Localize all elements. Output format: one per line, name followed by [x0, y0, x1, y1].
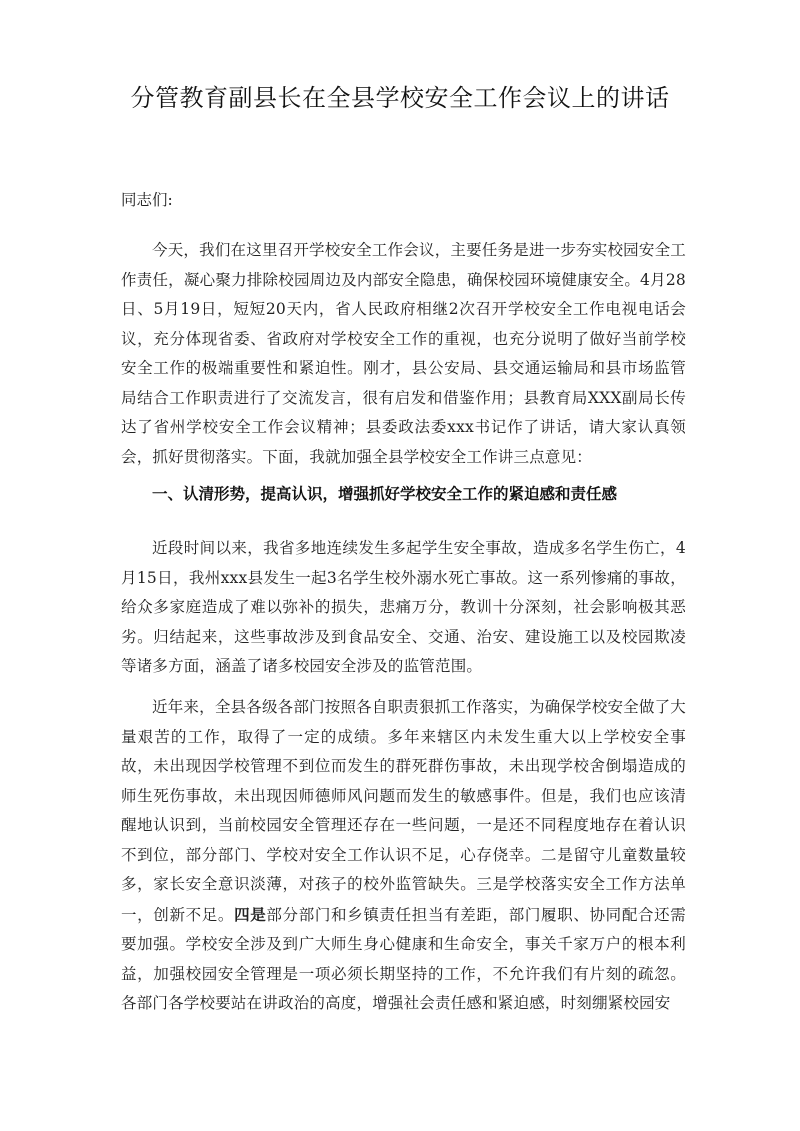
paragraph-intro: 今天，我们在这里召开学校安全工作会议，主要任务是进一步夯实校园安全工作责任，凝心聚力排除校园周边及内部安全隐患，确保校园环境健康安全。4月28日、5月19日，短短20天内，省人民政府相继2次召开学校安全工作电视电话会议，充分体现省委、省政府对学校安全工作的重视，也充分说明了做好当前学校安全工作的极端重要性和紧迫性。刚才，县公安局、县交通运输局和县市场监管局结合工作职责进行了交流发言，很有启发和借鉴作用；县教育局XXX副局长传达了省州学校安全工作会议精神；县委政法委xxx书记作了讲话，请大家认真领会，抓好贯彻落实。下面，我就加强全县学校安全工作讲三点意见： — [121, 241, 686, 466]
paragraph-achievements-problems — [121, 693, 686, 1019]
salutation: 同志们: — [121, 191, 173, 209]
document-title: 分管教育副县长在全县学校安全工作会议上的讲话 — [130, 84, 670, 112]
paragraph-text-part-2: 部分部门和乡镇责任担当有差距，部门履职、协同配合还需要加强。学校安全涉及到广大师生身心健康和生命安全，事关千家万户的根本利益，加强校园安全管理是一项必须长期坚持的工作，不允许我们有片刻的疏忽。各部门各学校要站在讲政治的高度，增强社会责任感和紧迫感，时刻绷紧校园安 — [121, 905, 686, 1012]
paragraph-bold-marker: 四是 — [234, 904, 267, 924]
section-heading-1: 一、认清形势，提高认识，增强抓好学校安全工作的紧迫感和责任感 — [152, 484, 618, 503]
paragraph-recent-accidents: 近段时间以来，我省多地连续发生多起学生安全事故，造成多名学生伤亡，4月15日，我州xxx县发生一起3名学生校外溺水死亡事故。这一系列惨痛的事故，给众多家庭造成了难以弥补的损失，悲痛万分，教训十分深刻，社会影响极其恶劣。归结起来，这些事故涉及到食品安全、交通、治安、建设施工以及校园欺凌等诸多方面，涵盖了诸多校园安全涉及的监管范围。 — [121, 539, 686, 675]
paragraph-text-part-1: 近年来，全县各级各部门按照各自职责狠抓工作落实，为确保学校安全做了大量艰苦的工作，取得了一定的成绩。多年来辖区内未发生重大以上学校安全事故，未出现因学校管理不到位而发生的群死群伤事故，未出现学校舍倒塌造成的师生死伤事故，未出现因师德师风问题而发生的敏感事件。但是，我们也应该清醒地认识到，当前校园安全管理还存在一些问题，一是还不同程度地存在着认识不到位，部分部门、学校对安全工作认识不足，心存侥幸。二是留守儿童数量较多，家长安全意识淡薄，对孩子的校外监管缺失。三是学校落实安全工作方法单一，创新不足。 — [121, 698, 686, 924]
